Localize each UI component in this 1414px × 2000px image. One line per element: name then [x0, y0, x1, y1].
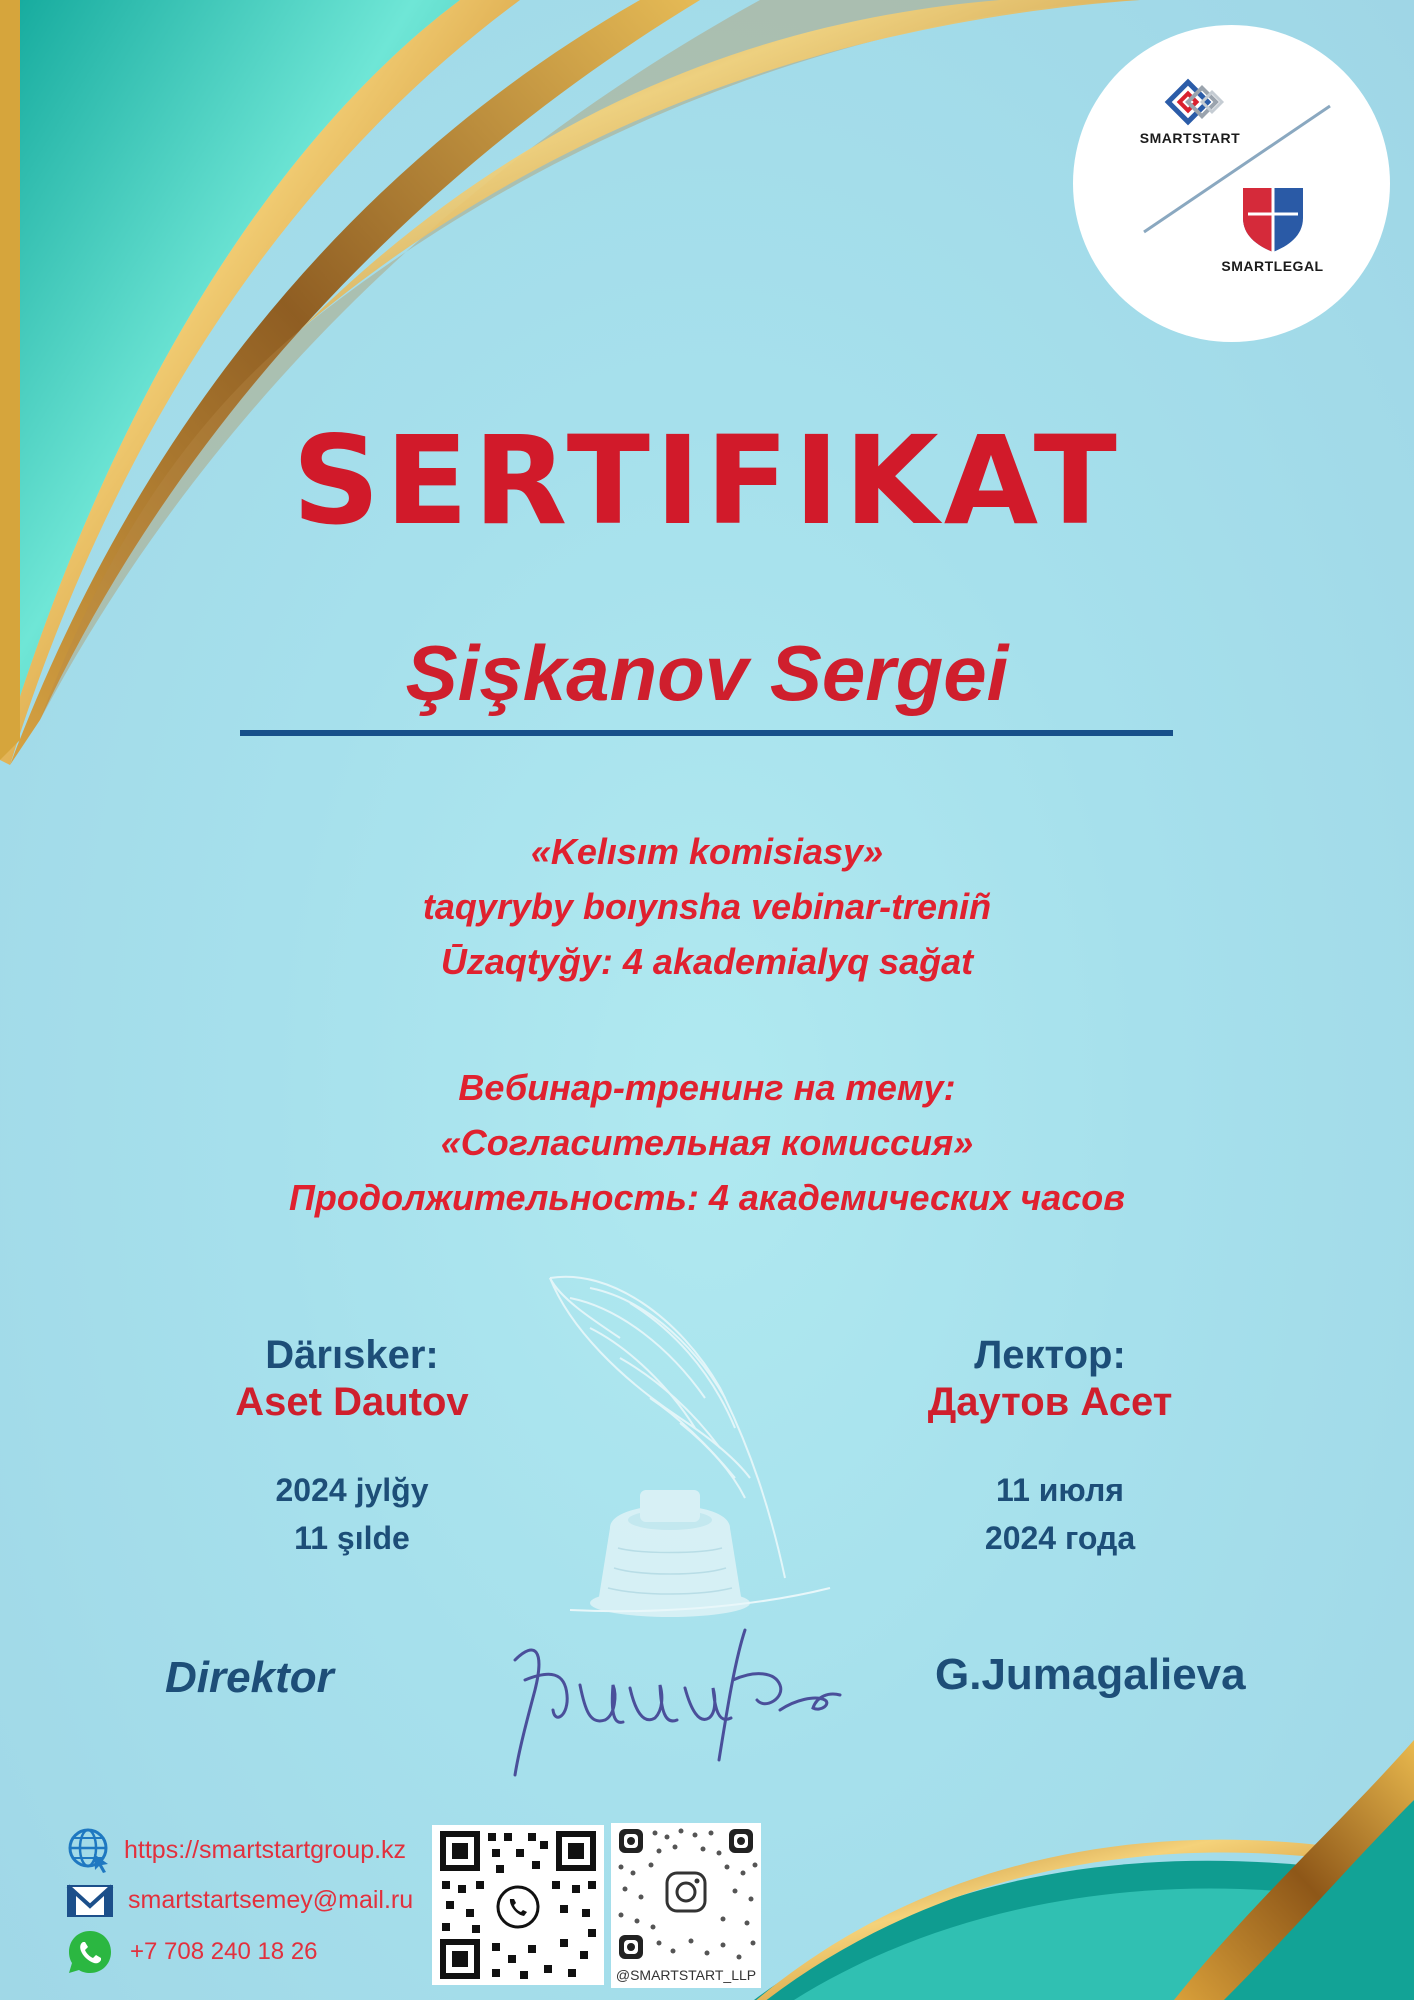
course-kz-line1: «Kelısım komisiasy»	[530, 831, 884, 872]
lecturer-ru-title: Лектор:	[974, 1333, 1126, 1377]
director-label: Direktor	[165, 1653, 334, 1702]
smartstart-logo-text: SMARTSTART	[1139, 130, 1241, 146]
whatsapp-icon	[66, 1928, 114, 1976]
course-ru-line2: «Согласительная комиссия»	[440, 1122, 974, 1163]
date-ru	[850, 1466, 1270, 1562]
lecturer-kz-name: Aset Dautov	[235, 1380, 469, 1424]
email-link[interactable]: smartstartsemey@mail.ru	[128, 1886, 414, 1914]
website-link[interactable]: https://smartstartgroup.kz	[124, 1836, 407, 1864]
date-ru-line1: 11 июля	[996, 1472, 1124, 1508]
date-kz	[142, 1466, 562, 1562]
certificate-title: SERTIFIKAT	[292, 410, 1122, 552]
lecturer-kz-title: Därısker:	[265, 1333, 439, 1377]
smartlegal-shield-logo-icon	[1238, 184, 1308, 254]
globe-icon	[66, 1826, 114, 1874]
date-kz-line1: 2024 jylğy	[275, 1472, 429, 1508]
lecturer-kz	[142, 1333, 562, 1425]
quill-inkwell-icon	[530, 1258, 890, 1628]
date-ru-line2: 2024 года	[984, 1520, 1136, 1556]
lecturer-ru	[840, 1333, 1260, 1425]
recipient-underline	[240, 730, 1173, 736]
course-kz-line3: Ūzaqtyğy: 4 akademialyq sağat	[440, 941, 974, 982]
course-kz-line2: taqyryby boıynsha vebinar-treniñ	[422, 886, 992, 927]
instagram-handle: @SMARTSTART_LLP	[615, 1967, 757, 1983]
course-description-kz	[0, 824, 1414, 989]
director-name: G.Jumagalieva	[935, 1650, 1246, 1699]
qr-pattern-icon	[611, 1823, 761, 1968]
course-description-ru	[0, 1060, 1414, 1225]
phone-link[interactable]: +7 708 240 18 26	[130, 1938, 318, 1965]
course-ru-line1: Вебинар-тренинг на тему:	[458, 1067, 956, 1108]
mail-icon	[66, 1876, 114, 1924]
date-kz-line2: 11 şılde	[294, 1520, 410, 1556]
course-ru-line3: Продолжительность: 4 академических часов	[288, 1177, 1126, 1218]
instagram-qr-code[interactable]	[611, 1823, 761, 1988]
whatsapp-qr-code[interactable]	[432, 1825, 604, 1985]
smartlegal-logo-text: SMARTLEGAL	[1221, 258, 1324, 274]
handwritten-signature	[495, 1600, 855, 1790]
qr-pattern-icon	[432, 1825, 604, 1985]
lecturer-ru-name: Даутов Асет	[927, 1380, 1173, 1424]
recipient-name: Şişkanov Sergei	[405, 629, 1009, 717]
